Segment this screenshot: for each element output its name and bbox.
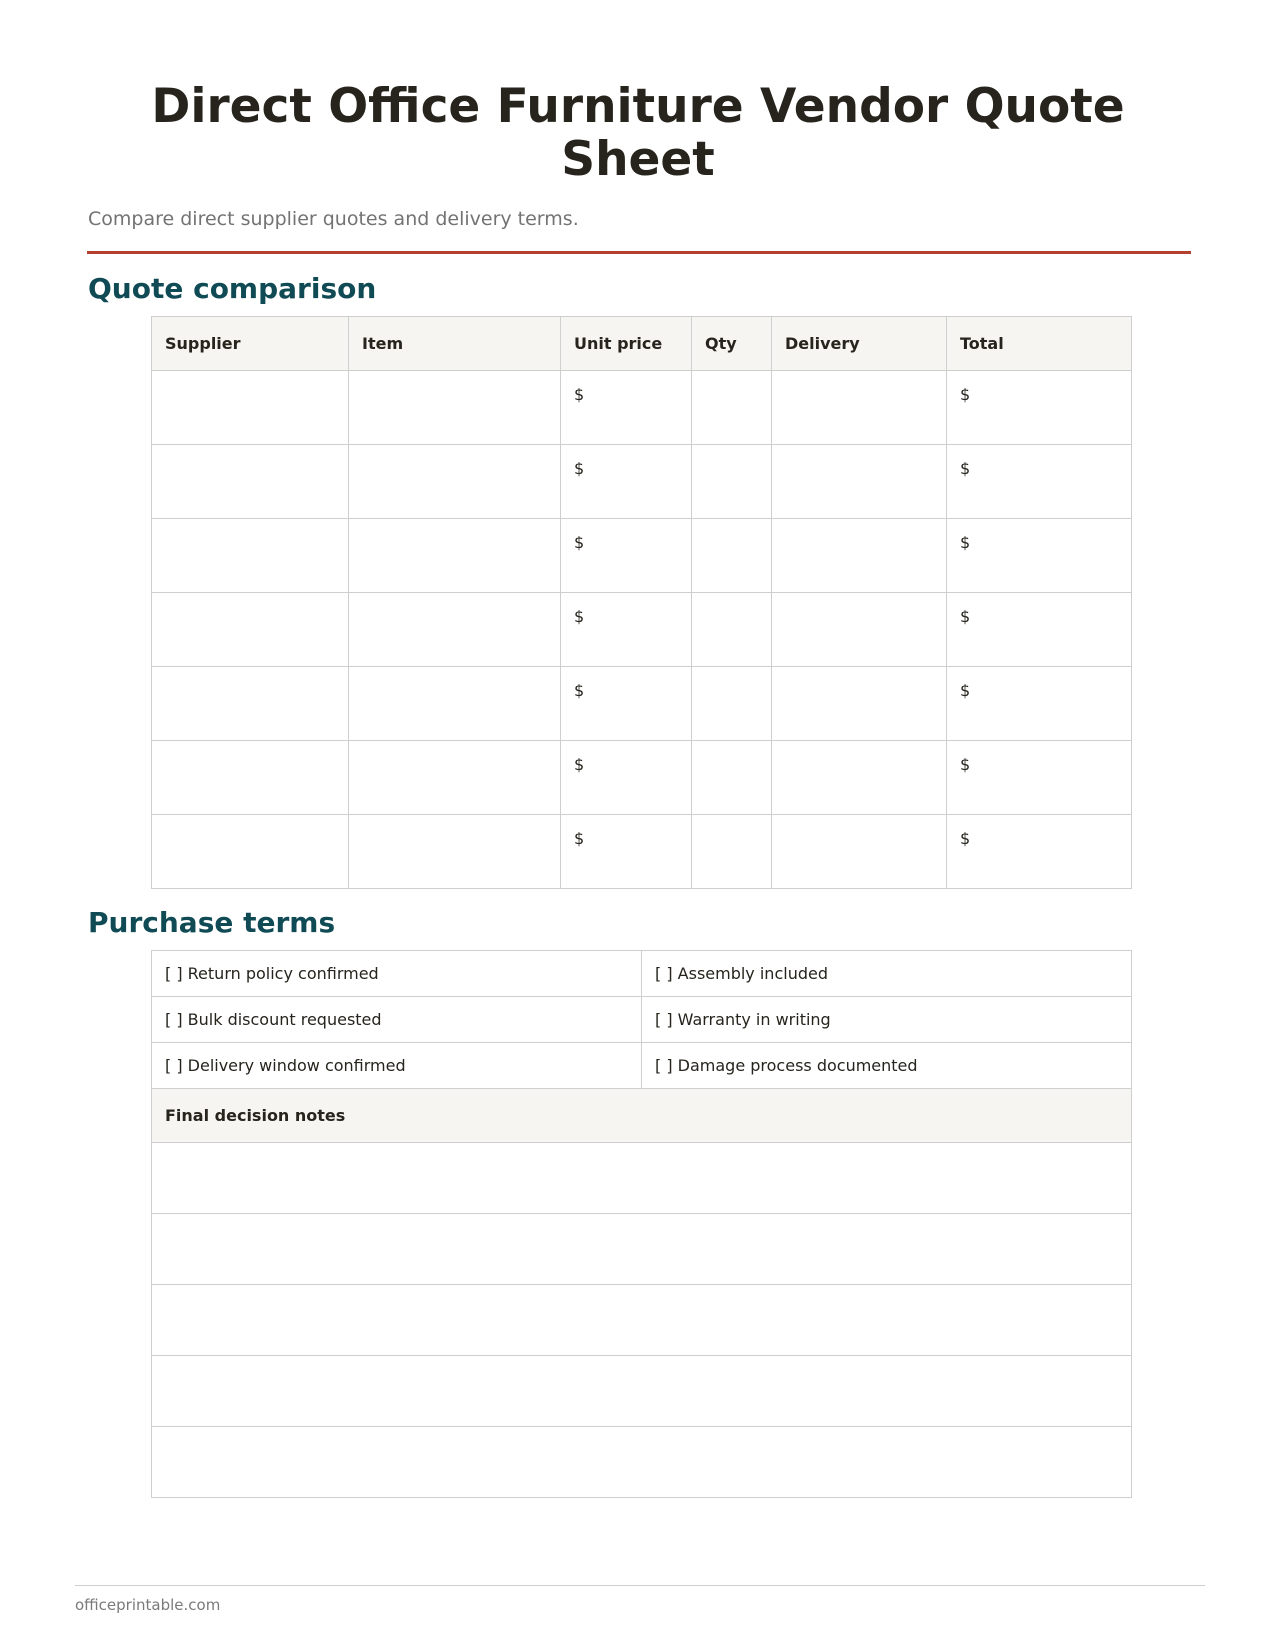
quote-comparison-table (151, 316, 1132, 889)
supplier-cell[interactable] (152, 667, 349, 741)
notes-header-row (152, 1089, 1132, 1143)
unit-price-cell[interactable]: $ (561, 815, 692, 889)
delivery-cell[interactable] (772, 815, 947, 889)
notes-line-row (152, 1356, 1132, 1427)
unit-price-cell[interactable]: $ (561, 445, 692, 519)
qty-cell[interactable] (692, 445, 772, 519)
checklist-row (152, 997, 1132, 1043)
total-cell[interactable]: $ (947, 445, 1132, 519)
purchase-terms-heading: Purchase terms (88, 906, 336, 939)
notes-line[interactable] (152, 1214, 1132, 1285)
delivery-cell[interactable] (772, 741, 947, 815)
notes-line-row (152, 1143, 1132, 1214)
notes-line-row (152, 1214, 1132, 1285)
checklist-item-assembly[interactable]: [ ] Assembly included (642, 951, 1132, 997)
column-header-supplier: Supplier (152, 317, 349, 371)
notes-line[interactable] (152, 1285, 1132, 1356)
page-subtitle: Compare direct supplier quotes and delivery terms. (88, 208, 579, 230)
delivery-cell[interactable] (772, 371, 947, 445)
item-cell[interactable] (349, 815, 561, 889)
supplier-cell[interactable] (152, 741, 349, 815)
unit-price-cell[interactable]: $ (561, 593, 692, 667)
checklist-row (152, 951, 1132, 997)
item-cell[interactable] (349, 667, 561, 741)
table-row (152, 371, 1132, 445)
table-row (152, 741, 1132, 815)
delivery-cell[interactable] (772, 667, 947, 741)
footer-site-label: officeprintable.com (75, 1596, 221, 1614)
notes-line-row (152, 1427, 1132, 1498)
column-header-delivery: Delivery (772, 317, 947, 371)
column-header-qty: Qty (692, 317, 772, 371)
item-cell[interactable] (349, 741, 561, 815)
table-row (152, 445, 1132, 519)
page-title: Direct Office Furniture Vendor Quote Sheet (151, 79, 1125, 187)
table-row (152, 593, 1132, 667)
notes-line[interactable] (152, 1143, 1132, 1214)
checklist-item-delivery-window[interactable]: [ ] Delivery window confirmed (152, 1043, 642, 1089)
column-header-unit-price: Unit price (561, 317, 692, 371)
total-cell[interactable]: $ (947, 371, 1132, 445)
quote-comparison-heading: Quote comparison (88, 272, 377, 305)
supplier-cell[interactable] (152, 815, 349, 889)
table-row (152, 815, 1132, 889)
unit-price-cell[interactable]: $ (561, 371, 692, 445)
item-cell[interactable] (349, 445, 561, 519)
delivery-cell[interactable] (772, 445, 947, 519)
column-header-total: Total (947, 317, 1132, 371)
table-row (152, 667, 1132, 741)
table-row (152, 519, 1132, 593)
total-cell[interactable]: $ (947, 815, 1132, 889)
header-divider (87, 251, 1191, 254)
unit-price-cell[interactable]: $ (561, 741, 692, 815)
unit-price-cell[interactable]: $ (561, 667, 692, 741)
delivery-cell[interactable] (772, 593, 947, 667)
qty-cell[interactable] (692, 371, 772, 445)
column-header-item: Item (349, 317, 561, 371)
notes-line[interactable] (152, 1356, 1132, 1427)
table-header-row (152, 317, 1132, 371)
supplier-cell[interactable] (152, 593, 349, 667)
qty-cell[interactable] (692, 667, 772, 741)
item-cell[interactable] (349, 371, 561, 445)
checklist-item-damage-process[interactable]: [ ] Damage process documented (642, 1043, 1132, 1089)
total-cell[interactable]: $ (947, 741, 1132, 815)
purchase-terms-table (151, 950, 1132, 1498)
total-cell[interactable]: $ (947, 593, 1132, 667)
checklist-row (152, 1043, 1132, 1089)
notes-line-row (152, 1285, 1132, 1356)
qty-cell[interactable] (692, 741, 772, 815)
item-cell[interactable] (349, 593, 561, 667)
supplier-cell[interactable] (152, 371, 349, 445)
delivery-cell[interactable] (772, 519, 947, 593)
qty-cell[interactable] (692, 519, 772, 593)
final-decision-notes-label: Final decision notes (152, 1089, 1132, 1143)
checklist-item-bulk-discount[interactable]: [ ] Bulk discount requested (152, 997, 642, 1043)
total-cell[interactable]: $ (947, 519, 1132, 593)
item-cell[interactable] (349, 519, 561, 593)
total-cell[interactable]: $ (947, 667, 1132, 741)
qty-cell[interactable] (692, 815, 772, 889)
checklist-item-warranty[interactable]: [ ] Warranty in writing (642, 997, 1132, 1043)
checklist-item-return-policy[interactable]: [ ] Return policy confirmed (152, 951, 642, 997)
unit-price-cell[interactable]: $ (561, 519, 692, 593)
supplier-cell[interactable] (152, 445, 349, 519)
notes-line[interactable] (152, 1427, 1132, 1498)
supplier-cell[interactable] (152, 519, 349, 593)
footer-divider (75, 1585, 1205, 1586)
qty-cell[interactable] (692, 593, 772, 667)
